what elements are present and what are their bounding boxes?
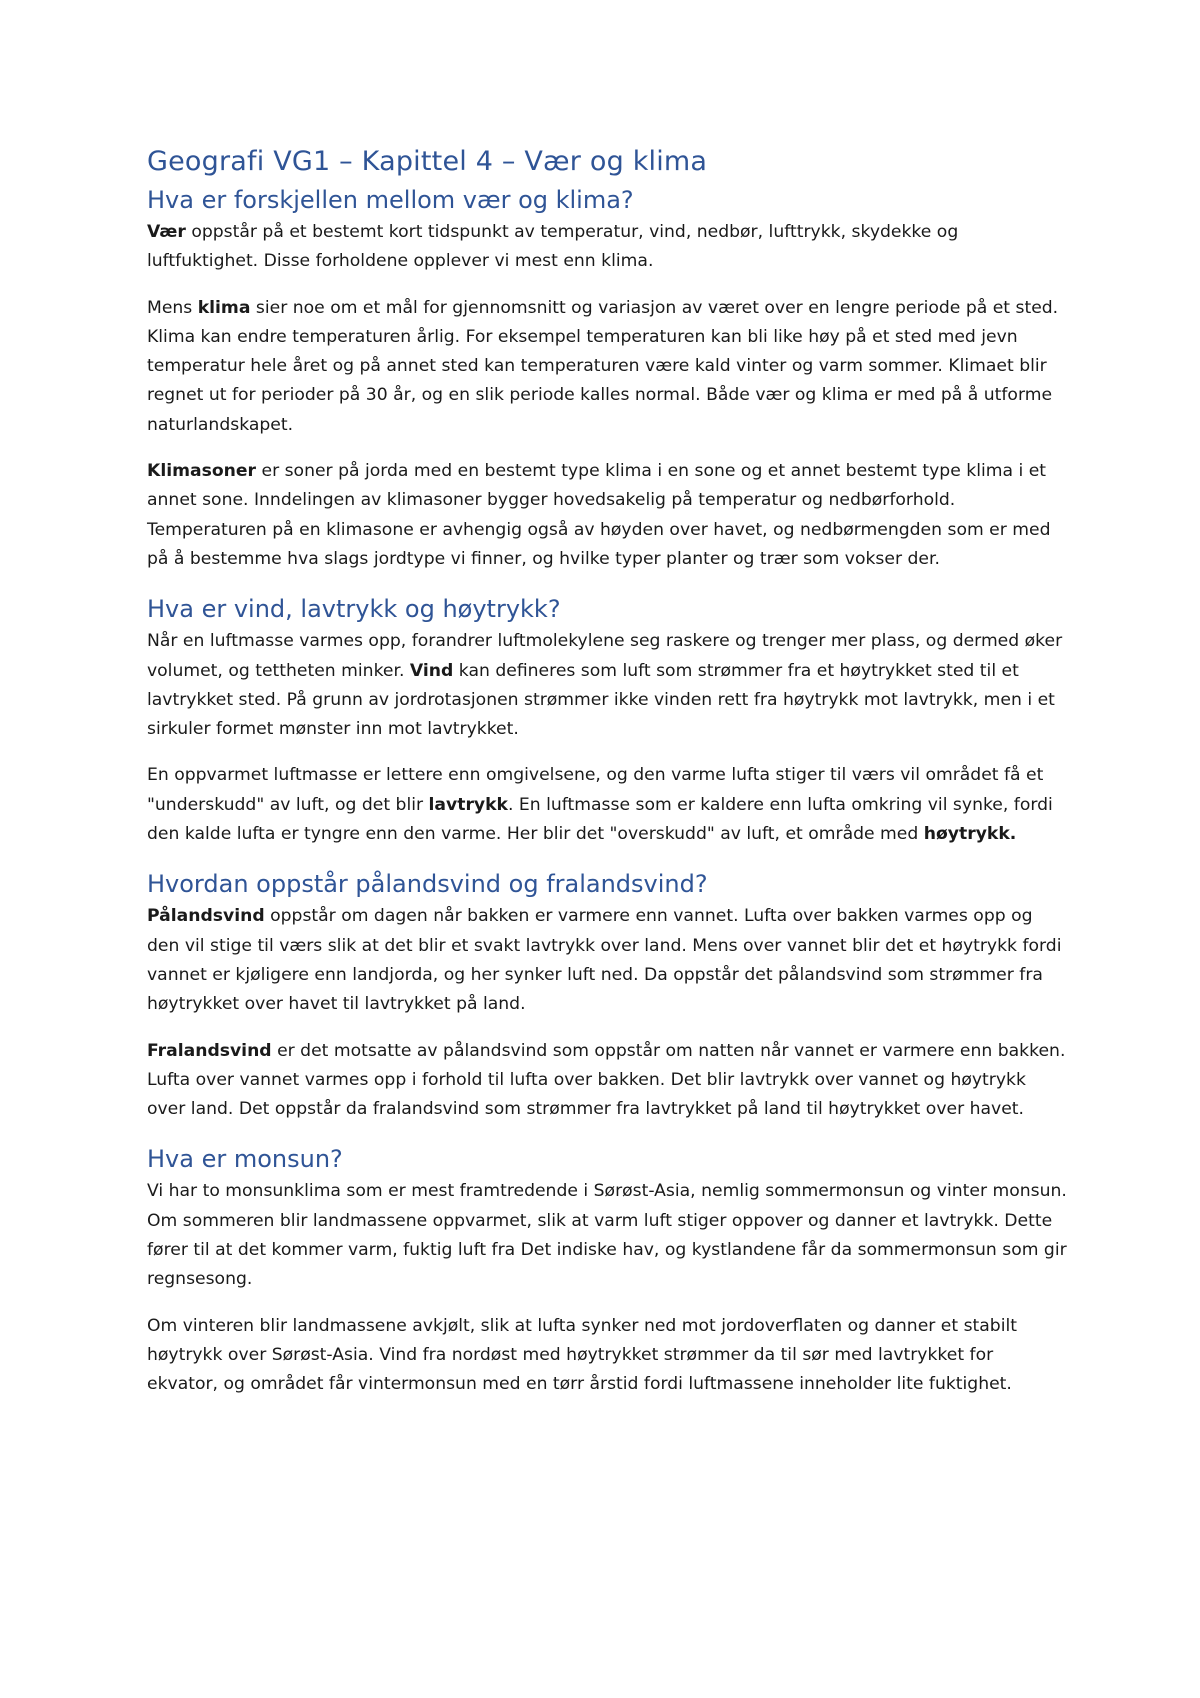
bold-term: høytrykk: [923, 824, 1010, 845]
paragraph: Om vinteren blir landmassene avkjølt, slik at lufta synker ned mot jordoverflaten og danner et stabilt høytrykk over Sørøst-Asia. Vind fra nordøst med høytrykket strømmer da til sør med lavtrykket for ekvator, og området får vintermonsun med en tørr årstid fordi luftmassene inneholder lite fuktighet.: [147, 1315, 1018, 1395]
section-heading-weather-vs-climate: Hva er forskjellen mellom vær og klima?: [147, 186, 634, 214]
document-page: [147, 142, 1067, 1417]
paragraph: Mens klima sier noe om et mål for gjennomsnitt og variasjon av været over en lengre periode på et sted. Klima kan endre temperaturen årlig. For eksempel temperaturen kan bli like høy på et sted med jevn temperatur hele året og på annet sted kan temperaturen være kald vinter og varm sommer. Klimaet blir regnet ut for perioder på 30 år, og en slik periode kalles normal. Både vær og klima er med på å utforme naturlandskapet.: [147, 297, 1059, 435]
bold-term: klima: [197, 297, 251, 318]
paragraph: En oppvarmet luftmasse er lettere enn omgivelsene, og den varme lufta stiger til værs vil området få et "underskudd" av luft, og det blir lavtrykk. En luftmasse som er kaldere enn lufta omkring vil synke, fordi den kalde lufta er tyngre enn den varme. Her blir det "overskudd" av luft, et område med høytrykk.: [147, 765, 1053, 845]
section-heading-land-sea-breeze: Hvordan oppstår pålandsvind og fralandsvind?: [147, 870, 708, 899]
bold-term: Vind: [409, 660, 454, 681]
bold-term: lavtrykk: [428, 794, 508, 815]
paragraph: Vi har to monsunklima som er mest framtredende i Sørøst-Asia, nemlig sommermonsun og vinter monsun. Om sommeren blir landmassene oppvarmet, slik at varm luft stiger oppover og danner et lavtrykk. Dette fører til at det kommer varm, fuktig luft fra Det indiske hav, og kystlandene får da sommermonsun som gir regnsesong.: [147, 1181, 1067, 1290]
paragraph: Klimasoner er soner på jorda med en bestemt type klima i en sone og et annet bestemt type klima i et annet sone. Inndelingen av klimasoner bygger hovedsakelig på temperatur og nedbørforhold. Temperaturen på en klimasone er avhengig også av høyden over havet, og nedbørmengden som er med på å bestemme hva slags jordtype vi finner, og hvilke typer planter og trær som vokser der.: [147, 461, 1051, 569]
bold-term: Klimasoner: [147, 461, 257, 482]
bold-term: Pålandsvind: [147, 906, 265, 927]
section-heading-monsoon: Hva er monsun?: [147, 1145, 343, 1174]
paragraph: Vær oppstår på et bestemt kort tidspunkt av temperatur, vind, nedbør, lufttrykk, skydekke og luftfuktighet. Disse forholdene opplever vi mest enn klima.: [147, 222, 959, 272]
section-heading-wind-pressure: Hva er vind, lavtrykk og høytrykk?: [147, 595, 561, 624]
paragraph: Når en luftmasse varmes opp, forandrer luftmolekylene seg raskere og trenger mer plass, og dermed øker volumet, og tettheten minker. Vind kan defineres som luft som strømmer fra et høytrykket sted til et lavtrykket sted. På grunn av jordrotasjonen strømmer ikke vinden rett fra høytrykk mot lavtrykk, men i et sirkuler formet mønster inn mot lavtrykket.: [147, 631, 1063, 740]
paragraph: Fralandsvind er det motsatte av pålandsvind som oppstår om natten når vannet er varmere enn bakken. Lufta over vannet varmes opp i forhold til lufta over bakken. Det blir lavtrykk over vannet og høytrykk over land. Det oppstår da fralandsvind som strømmer fra lavtrykket på land til høytrykket over havet.: [147, 1040, 1066, 1120]
document-title: Geografi VG1 – Kapittel 4 – Vær og klima: [147, 146, 708, 177]
bold-term: Vær: [147, 222, 186, 242]
paragraph: Pålandsvind oppstår om dagen når bakken er varmere enn vannet. Lufta over bakken varmes opp og den vil stige til værs slik at det blir et svakt lavtrykk over land. Mens over vannet blir det et høytrykk fordi vannet er kjøligere enn landjorda, og her synker luft ned. Da oppstår det pålandsvind som strømmer fra høytrykket over havet til lavtrykket på land.: [147, 906, 1062, 1015]
bold-term: Fralandsvind: [147, 1040, 272, 1061]
